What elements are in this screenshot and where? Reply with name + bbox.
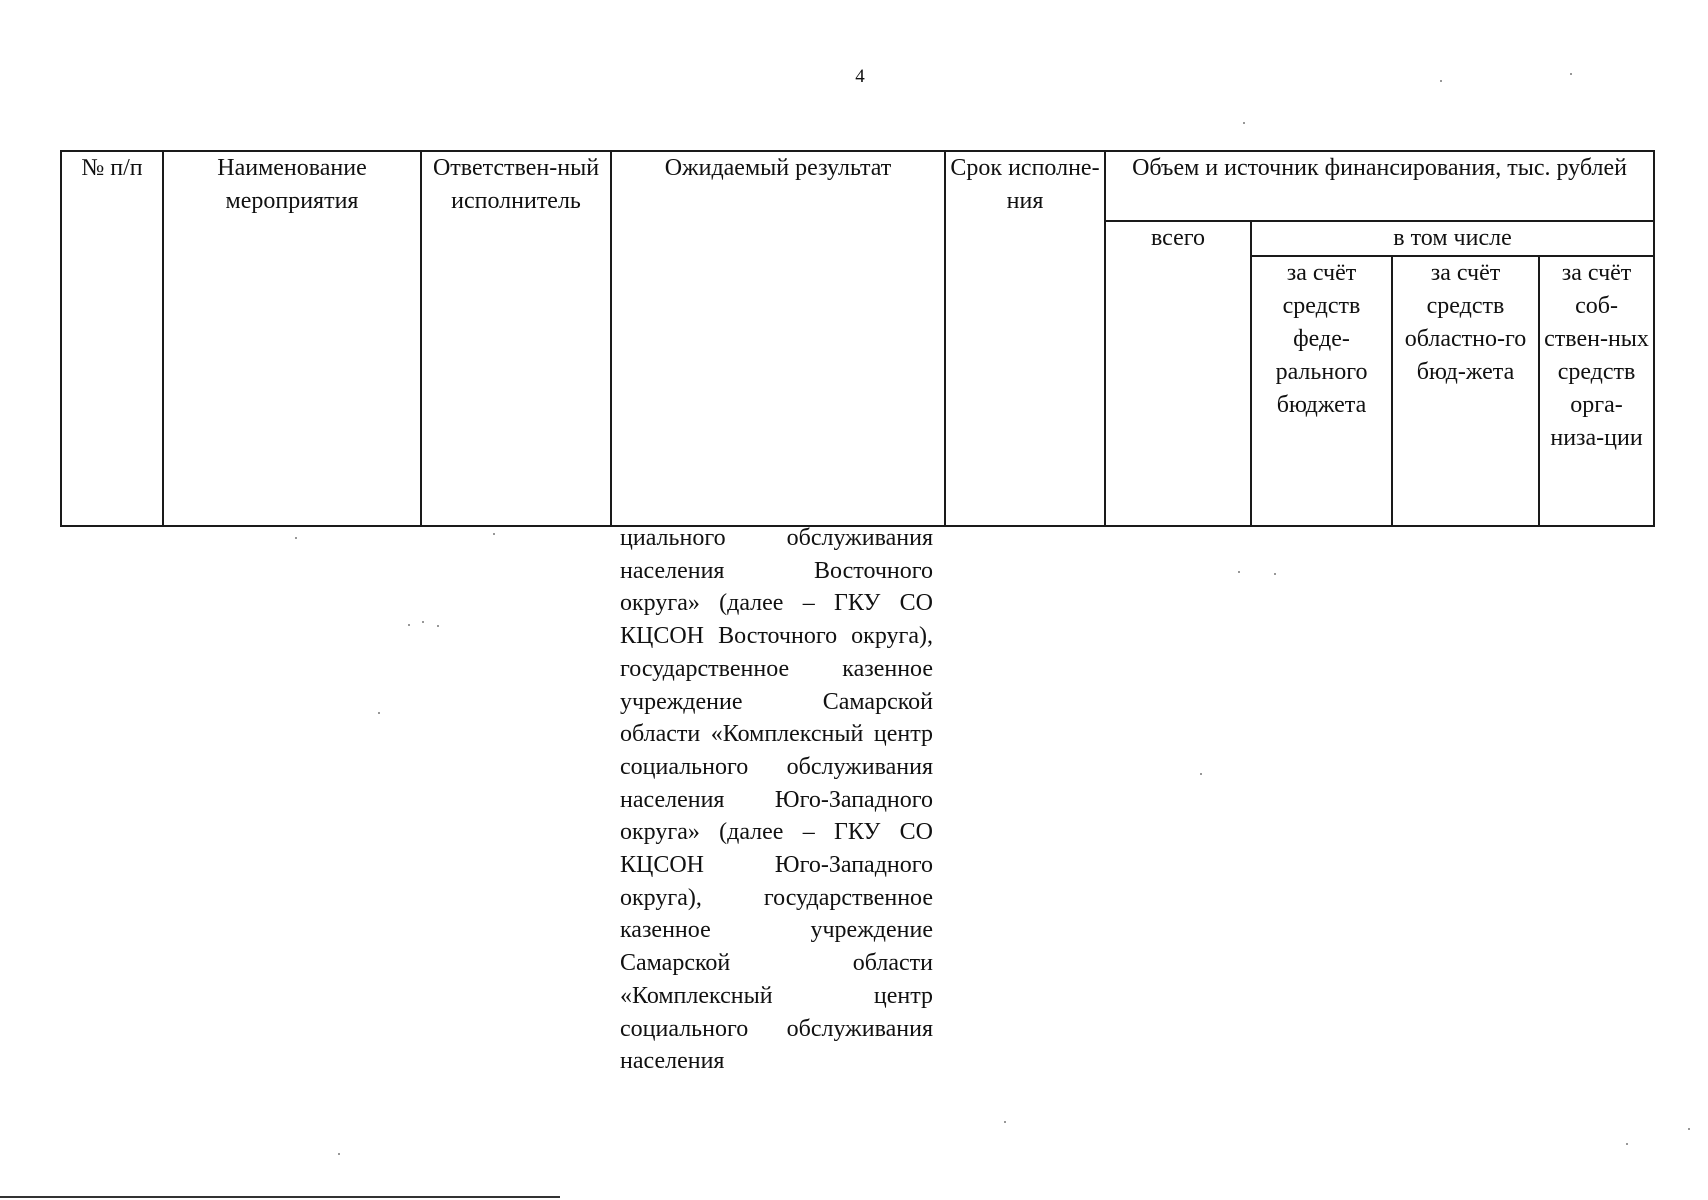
header-number: № п/п: [61, 151, 163, 526]
header-own-funds: за счёт соб-ствен-ных средств орга-низа-ции: [1539, 256, 1654, 526]
header-regional-budget: за счёт средств областно-го бюд-жета: [1392, 256, 1539, 526]
scan-speck: [1570, 73, 1572, 75]
header-funding-including: в том числе: [1251, 221, 1654, 256]
scan-speck: [295, 537, 297, 539]
finance-header-table: [60, 150, 1655, 527]
expected-result-continuation-text: циального обслуживания населения Восточного округа» (далее – ГКУ СО КЦСОН Восточного округа), государственное казенное учреждение Самарской области «Комплексный центр социального обслуживания населения Юго-Западного округа» (далее – ГКУ СО КЦСОН Юго-Западного округа), государственное казенное учреждение Самарской области «Комплексный центр социального обслуживания населения: [620, 525, 933, 1075]
page-number: 4: [855, 66, 865, 87]
scan-speck: [338, 1153, 340, 1155]
header-funding-total: всего: [1105, 221, 1251, 526]
header-row-main: [61, 151, 1654, 221]
scan-speck: [1274, 573, 1276, 575]
header-activity-name: Наименование мероприятия: [163, 151, 421, 526]
scan-speck: [1243, 122, 1245, 124]
scan-speck: [378, 712, 380, 714]
header-funding: Объем и источник финансирования, тыс. рублей: [1105, 151, 1654, 221]
header-expected-result: Ожидаемый результат: [611, 151, 945, 526]
header-federal-budget: за счёт средств феде-рального бюджета: [1251, 256, 1392, 526]
header-deadline: Срок исполне-ния: [945, 151, 1105, 526]
scan-edge-line: [0, 1196, 560, 1198]
scan-speck: [1688, 1128, 1690, 1130]
scan-speck: [1004, 1121, 1006, 1123]
header-responsible-executor: Ответствен-ный исполнитель: [421, 151, 611, 526]
scan-speck: [1626, 1143, 1628, 1145]
scan-speck: [422, 621, 424, 623]
scan-speck: [1440, 80, 1442, 82]
scan-speck: [408, 624, 410, 626]
scan-speck: [437, 625, 439, 627]
scan-speck: [1200, 773, 1202, 775]
scan-speck: [493, 533, 495, 535]
scan-speck: [1238, 571, 1240, 573]
